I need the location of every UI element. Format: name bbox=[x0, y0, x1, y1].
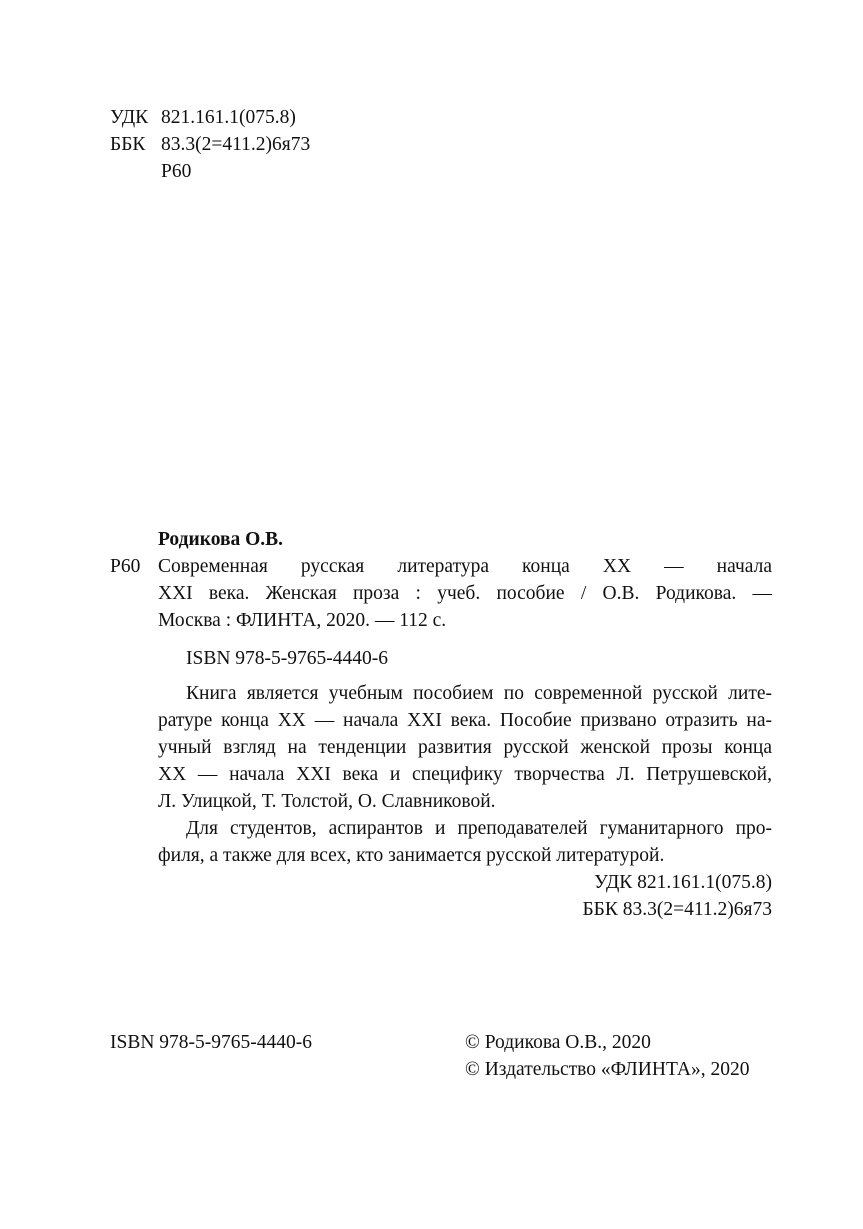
annotation-line: XX — начала XXI века и специфику творчества Л. Петрушевской, bbox=[158, 764, 772, 785]
udk-label: УДК bbox=[110, 107, 149, 128]
udk-value: 821.161.1(075.8) bbox=[161, 107, 296, 128]
entry-line: XXI века. Женская проза : учеб. пособие / О.В. Родикова. — bbox=[158, 583, 772, 604]
bbk-value: 83.3(2=411.2)6я73 bbox=[161, 134, 311, 155]
entry-isbn: ISBN 978-5-9765-4440-6 bbox=[186, 648, 389, 669]
author-mark: Р60 bbox=[161, 161, 192, 182]
udk-right: УДК 821.161.1(075.8) bbox=[594, 872, 772, 893]
copyright-author: © Родикова О.В., 2020 bbox=[465, 1032, 651, 1053]
entry-line: Москва : ФЛИНТА, 2020. — 112 с. bbox=[158, 610, 447, 631]
audience-line: филя, а также для всех, кто занимается русской литературой. bbox=[158, 845, 665, 866]
footer-isbn: ISBN 978-5-9765-4440-6 bbox=[110, 1032, 313, 1053]
bbk-label: ББК bbox=[110, 134, 146, 155]
bibliographic-entry bbox=[158, 553, 772, 634]
annotation-line: ратуре конца XX — начала XXI века. Пособие призвано отразить на- bbox=[158, 710, 772, 731]
annotation-line: Л. Улицкой, Т. Толстой, О. Славниковой. bbox=[158, 791, 496, 812]
author-heading: Родикова О.В. bbox=[158, 529, 284, 550]
entry-line: Современная русская литература конца XX — начала bbox=[158, 556, 772, 577]
audience-line: Для студентов, аспирантов и преподавателей гуманитарного про- bbox=[186, 818, 772, 839]
bbk-right: ББК 83.3(2=411.2)6я73 bbox=[582, 899, 772, 920]
annotation bbox=[158, 680, 772, 869]
entry-code: Р60 bbox=[110, 556, 141, 577]
copyright-publisher: © Издательство «ФЛИНТА», 2020 bbox=[465, 1059, 750, 1080]
annotation-line: Книга является учебным пособием по современной русской лите- bbox=[186, 683, 772, 704]
annotation-line: учный взгляд на тенденции развития русской женской прозы конца bbox=[158, 737, 772, 758]
